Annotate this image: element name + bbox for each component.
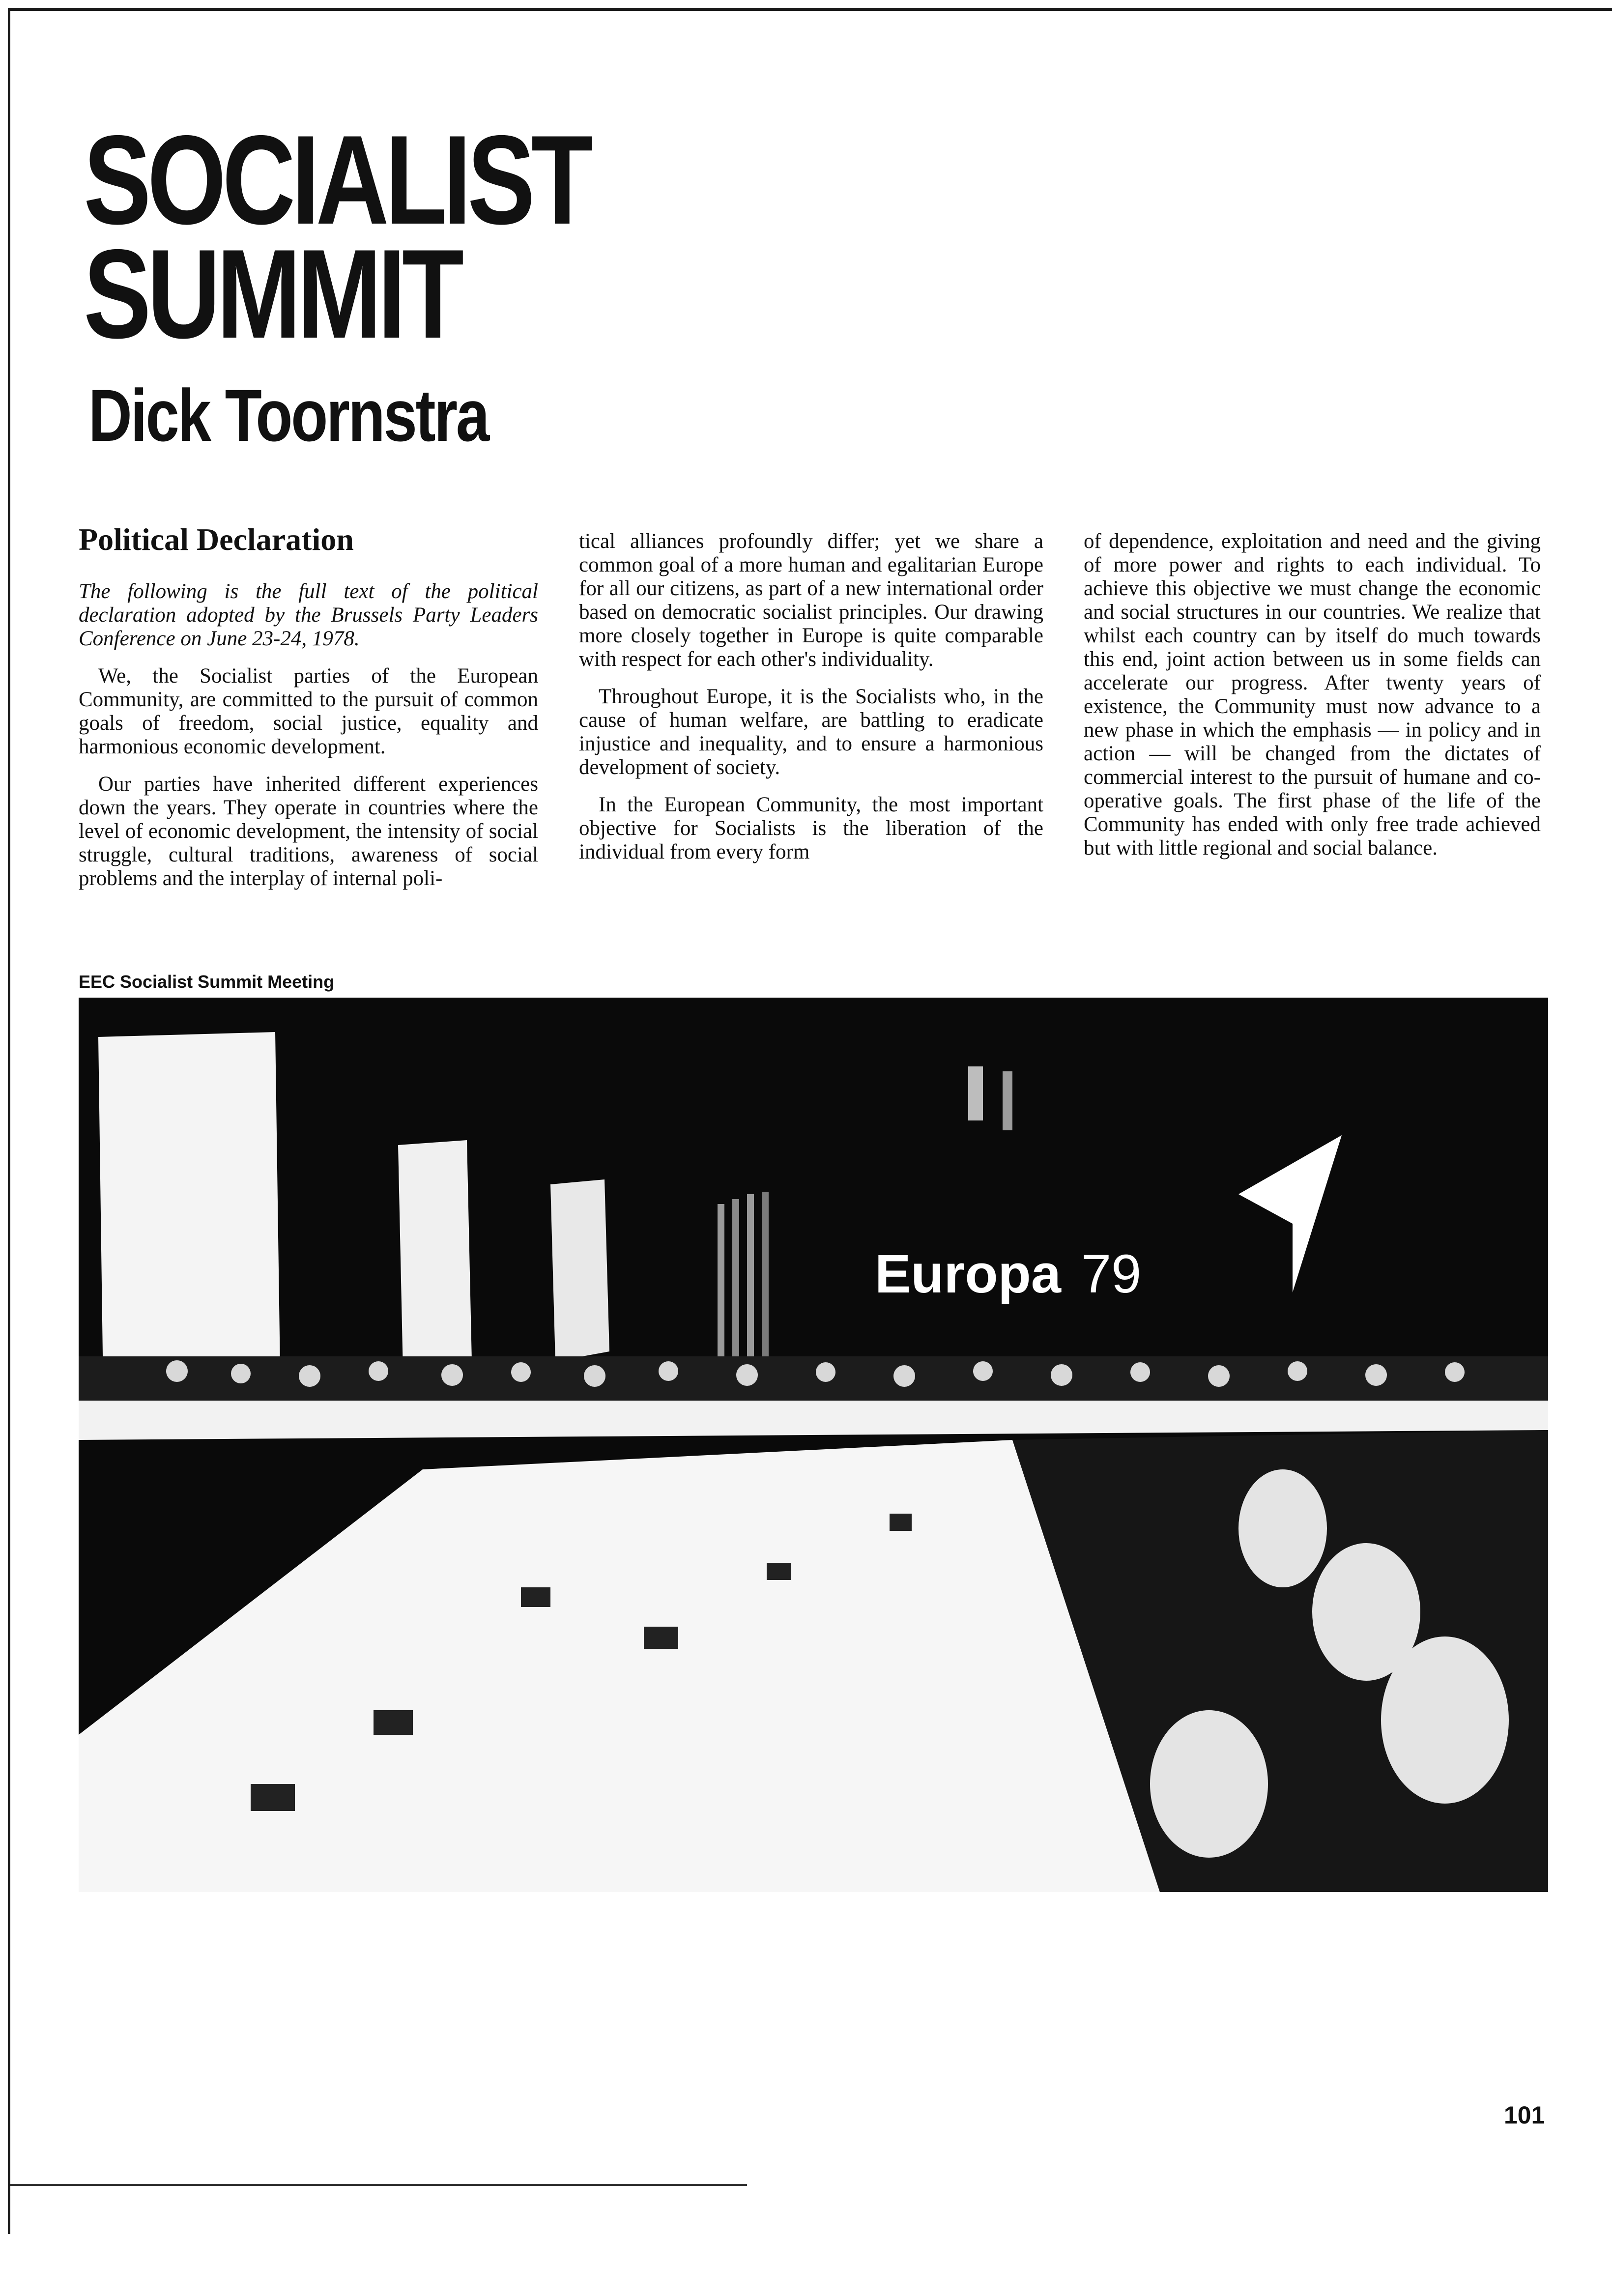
bottom-rule: [10, 2184, 747, 2186]
body-paragraph: of dependence, exploitation and need and the giving of more power and rights to each individual. To achieve this objective we must change the economic and social structures in our countries. We realize that whilst each country can by itself do much towards this end, joint action between us in some fields can accelerate our progress. After twenty years of existence, the Community must now advance to a new phase in which the emphasis — in policy and in action — will be changed from the dictates of commercial interest to the pursuit of humane and co-operative goals. The first phase of the life of the Community has ended with only free trade achieved but with little regional and social balance.: [1084, 530, 1541, 860]
top-rule: [10, 8, 1612, 11]
body-paragraph: We, the Socialist parties of the European Community, are committed to the pursuit of common goals of freedom, social justice, equality and harmonious economic development.: [79, 664, 538, 758]
left-rule: [8, 8, 10, 2234]
intro-paragraph: The following is the full text of the political declaration adopted by the Brussels Party Leaders Conference on June 23-24, 1978.: [79, 580, 538, 650]
body-paragraph: tical alliances profoundly differ; yet we share a common goal of a more human and egalitarian Europe for all our citizens, as part of a new international order based on democratic socialist principles. Our drawing more closely together in Europe is quite comparable with respect for each other's individuality.: [579, 530, 1043, 671]
summit-photo: [79, 998, 1548, 1892]
body-paragraph: Our parties have inherited different experiences down the years. They operate in countries where the level of economic development, the intensity of social struggle, cultural traditions, awareness of social problems and the interplay of internal poli-: [79, 773, 538, 890]
photo-caption: EEC Socialist Summit Meeting: [79, 972, 335, 992]
headline-line-1: SOCIALIST: [84, 109, 589, 251]
headline: [84, 109, 589, 365]
byline: Dick Toornstra: [88, 374, 488, 457]
sign-word: Europa: [875, 1244, 1061, 1304]
headline-line-2: SUMMIT: [84, 223, 461, 365]
sign-year: 79: [1081, 1244, 1142, 1304]
body-paragraph: Throughout Europe, it is the Socialists who, in the cause of human welfare, are battling to eradicate injustice and inequality, and to ensure a harmonious development of society.: [579, 685, 1043, 779]
body-paragraph: In the European Community, the most important objective for Socialists is the liberation of the individual from every form: [579, 793, 1043, 863]
text-column-2: [579, 530, 1043, 878]
text-column-1: [79, 521, 538, 904]
page-number: 101: [1504, 2101, 1545, 2129]
section-heading: Political Declaration: [79, 522, 354, 557]
text-column-3: [1084, 530, 1541, 874]
